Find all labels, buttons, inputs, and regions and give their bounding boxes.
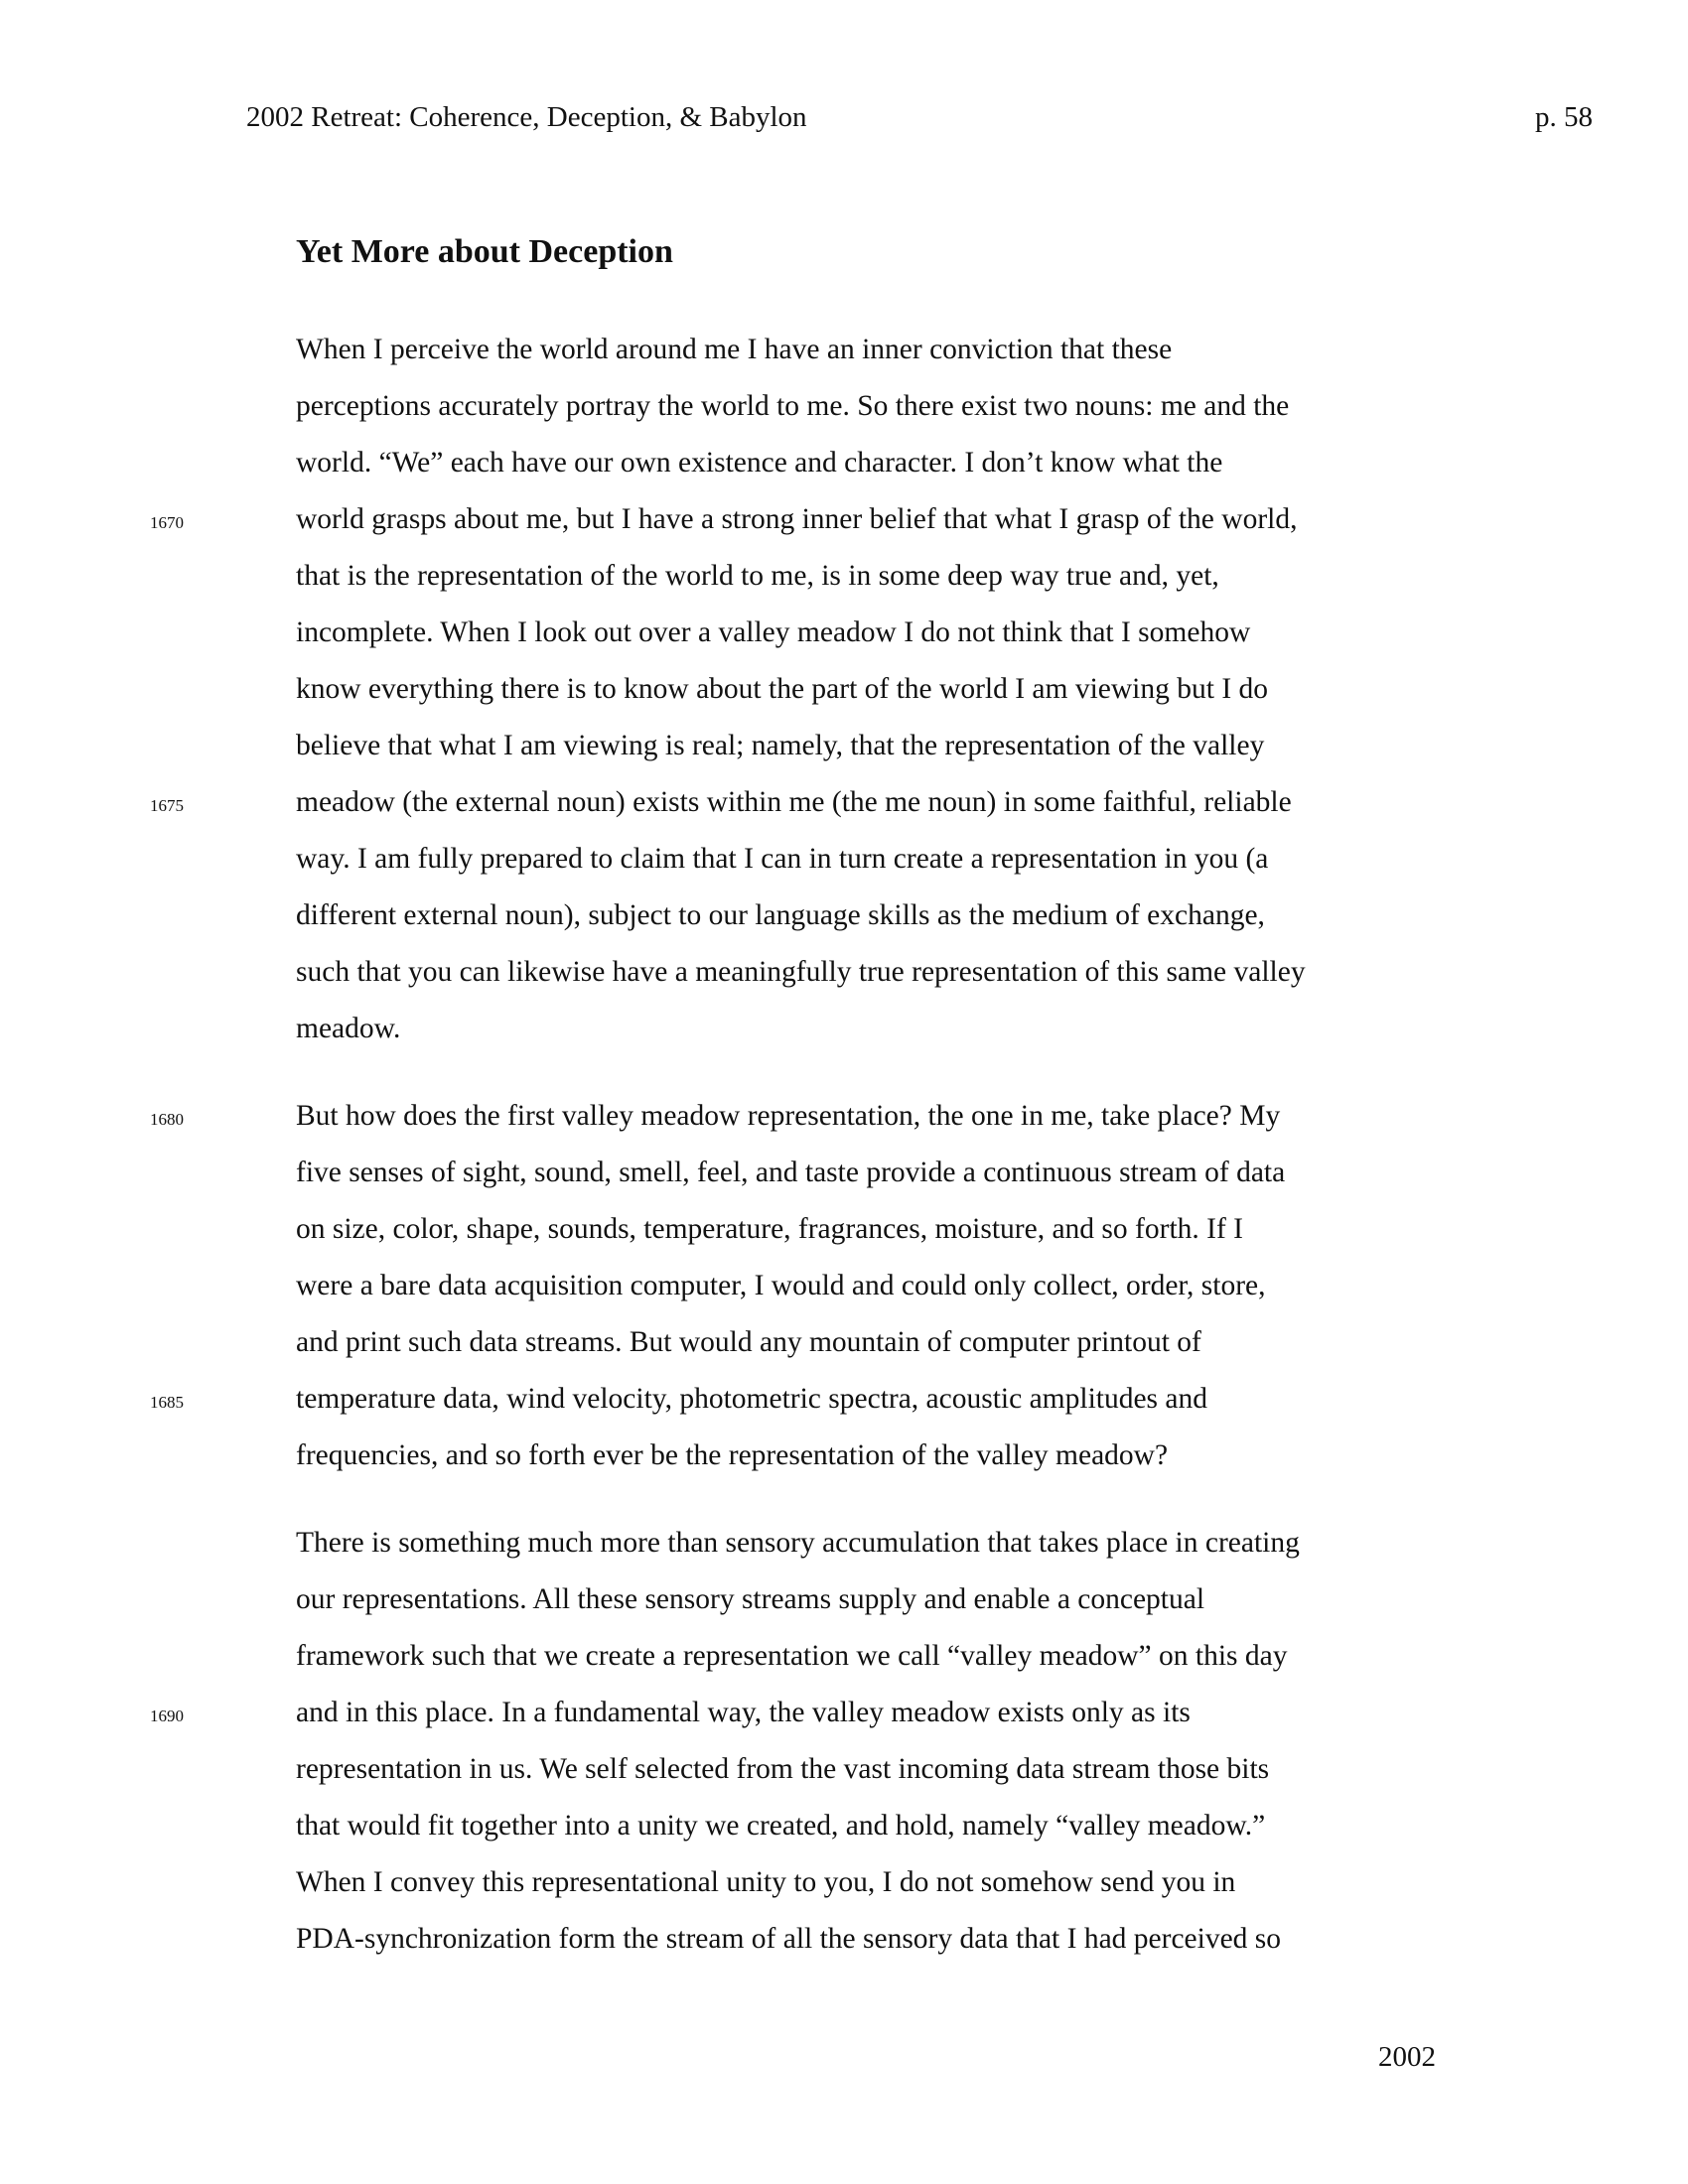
text-line: world. “We” each have our own existence and character. I don’t know what the [296,447,1223,478]
text-line: different external noun), subject to our language skills as the medium of exchange, [296,899,1265,931]
text-line: meadow (the external noun) exists within me (the me noun) in some faithful, reliable [296,786,1292,818]
text-line: believe that what I am viewing is real; namely, that the representation of the valley [296,730,1265,761]
text-line: perceptions accurately portray the world to me. So there exist two nouns: me and the [296,390,1290,422]
text-line: such that you can likewise have a meaningfully true representation of this same valley [296,956,1306,988]
text-line: temperature data, wind velocity, photometric spectra, acoustic amplitudes and [296,1383,1208,1415]
section-title: Yet More about Deception [296,233,673,270]
line-number: 1675 [150,796,184,815]
running-header: 2002 Retreat: Coherence, Deception, & Babylon [246,101,807,133]
text-line: meadow. [296,1013,401,1044]
line-number: 1690 [150,1706,184,1725]
line-number: 1670 [150,513,184,532]
footer-year: 2002 [1378,2041,1436,2073]
text-line: on size, color, shape, sounds, temperature, fragrances, moisture, and so forth. If I [296,1213,1243,1245]
text-line: way. I am fully prepared to claim that I can in turn create a representation in you (a [296,843,1269,875]
line-number: 1680 [150,1110,184,1129]
text-line: that would fit together into a unity we created, and hold, namely “valley meadow.” [296,1810,1266,1842]
text-line: that is the representation of the world to me, is in some deep way true and, yet, [296,560,1219,592]
text-line: world grasps about me, but I have a strong inner belief that what I grasp of the world, [296,503,1298,535]
text-line: know everything there is to know about the part of the world I am viewing but I do [296,673,1269,705]
text-line: There is something much more than sensory accumulation that takes place in creating [296,1527,1300,1559]
text-line: When I perceive the world around me I have an inner conviction that these [296,334,1173,365]
text-line: and in this place. In a fundamental way, the valley meadow exists only as its [296,1697,1191,1728]
text-line: and print such data streams. But would any mountain of computer printout of [296,1326,1201,1358]
text-line: framework such that we create a representation we call “valley meadow” on this day [296,1640,1288,1672]
page-number: p. 58 [1535,101,1593,133]
line-number: 1685 [150,1393,184,1412]
text-line: incomplete. When I look out over a valley meadow I do not think that I somehow [296,616,1251,648]
text-line: frequencies, and so forth ever be the representation of the valley meadow? [296,1439,1169,1471]
text-line: PDA-synchronization form the stream of all the sensory data that I had perceived so [296,1923,1282,1955]
text-line: our representations. All these sensory streams supply and enable a conceptual [296,1583,1205,1615]
text-line: were a bare data acquisition computer, I would and could only collect, order, store, [296,1270,1266,1301]
text-line: When I convey this representational unity to you, I do not somehow send you in [296,1866,1236,1898]
text-line: five senses of sight, sound, smell, feel, and taste provide a continuous stream of data [296,1157,1286,1188]
text-line: But how does the first valley meadow representation, the one in me, take place? My [296,1100,1281,1132]
text-line: representation in us. We self selected from the vast incoming data stream those bits [296,1753,1270,1785]
